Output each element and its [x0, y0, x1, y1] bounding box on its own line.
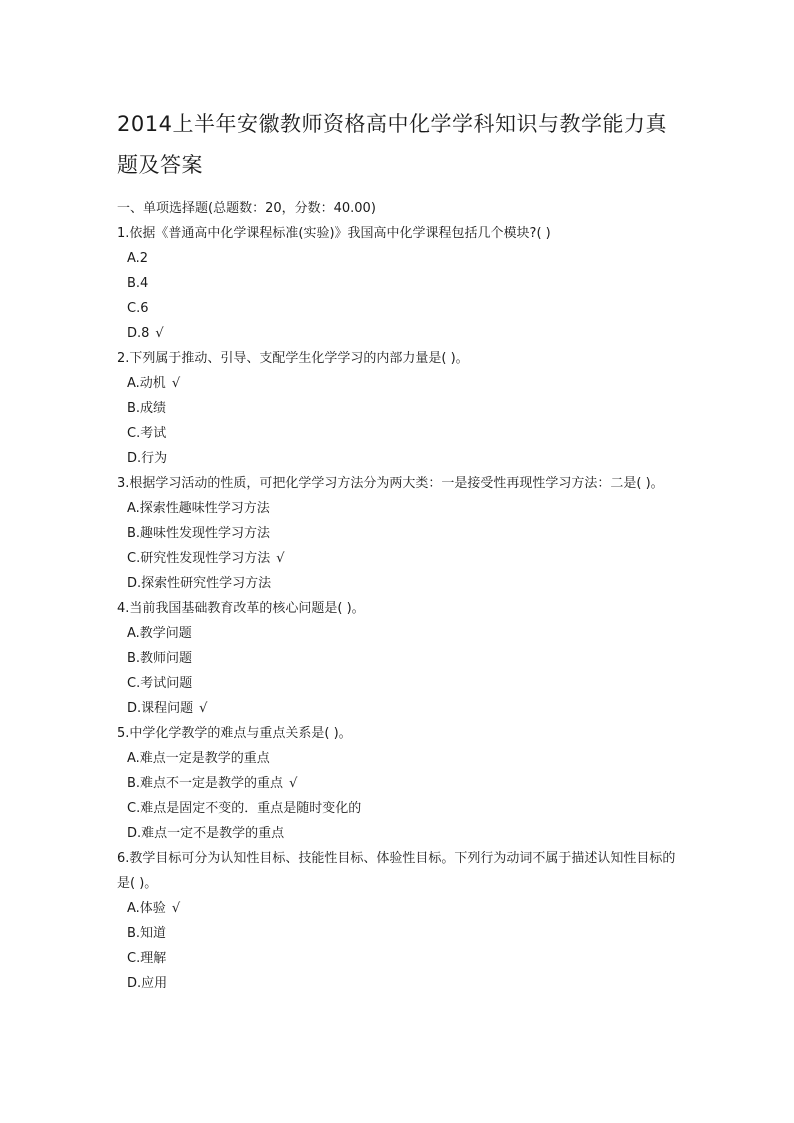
- answer-option: [117, 271, 677, 296]
- question-stem: 6.教学目标可分为认知性目标、技能性目标、体验性目标。下列行为动词不属于描述认知性目标的是( )。: [117, 851, 676, 891]
- answer-option: [117, 671, 677, 696]
- correct-checkmark-icon: √: [276, 551, 285, 566]
- correct-checkmark-icon: √: [289, 776, 298, 791]
- answer-option: [117, 321, 677, 346]
- option-label: C.研究性发现性学习方法: [127, 551, 271, 566]
- option-label: A.动机: [127, 376, 166, 391]
- option-label: D.课程问题: [127, 701, 194, 716]
- answer-option: [117, 621, 677, 646]
- answer-option: [117, 546, 677, 571]
- option-label: A.体验: [127, 901, 166, 916]
- question-stem: 4.当前我国基础教育改革的核心问题是( )。: [117, 601, 365, 616]
- correct-checkmark-icon: √: [155, 326, 164, 341]
- option-label: C.难点是固定不变的．重点是随时变化的: [127, 801, 362, 816]
- answer-option: [117, 371, 677, 396]
- correct-checkmark-icon: √: [171, 901, 181, 916]
- answer-option: [117, 746, 677, 771]
- option-label: D.行为: [127, 451, 168, 466]
- answer-option: [117, 446, 677, 471]
- correct-checkmark-icon: √: [199, 701, 208, 716]
- answer-option: [117, 821, 677, 846]
- question-stem: 1.依据《普通高中化学课程标准(实验)》我国高中化学课程包括几个模块?( ): [117, 226, 551, 241]
- option-label: A.教学问题: [127, 626, 192, 641]
- answer-option: [117, 771, 677, 796]
- question-list: [117, 221, 677, 996]
- option-label: A.2: [127, 251, 149, 266]
- option-label: D.应用: [127, 976, 168, 991]
- answer-option: [117, 521, 677, 546]
- option-label: B.知道: [127, 926, 167, 941]
- question-stem: 2.下列属于推动、引导、支配学生化学学习的内部力量是( )。: [117, 351, 469, 366]
- option-label: B.难点不一定是教学的重点: [127, 776, 284, 791]
- answer-option: [117, 646, 677, 671]
- option-label: A.探索性趣味性学习方法: [127, 501, 270, 516]
- answer-option: [117, 246, 677, 271]
- option-label: D.8: [127, 326, 150, 341]
- option-label: B.4: [127, 276, 149, 291]
- option-label: D.难点一定不是教学的重点: [127, 826, 285, 841]
- option-label: A.难点一定是教学的重点: [127, 751, 270, 766]
- answer-option: [117, 296, 677, 321]
- answer-option: [117, 396, 677, 421]
- question-stem: 3.根据学习活动的性质，可把化学学习方法分为两大类：一是接受性再现性学习方法：二是( )。: [117, 476, 664, 491]
- answer-option: [117, 571, 677, 596]
- option-label: C.考试: [127, 426, 167, 441]
- option-label: C.6: [127, 301, 149, 316]
- answer-option: [117, 946, 677, 971]
- option-label: C.考试问题: [127, 676, 193, 691]
- option-label: B.成绩: [127, 401, 167, 416]
- answer-option: [117, 421, 677, 446]
- answer-option: [117, 796, 677, 821]
- option-label: C.理解: [127, 951, 167, 966]
- document-page: [117, 104, 677, 996]
- option-label: B.趣味性发现性学习方法: [127, 526, 271, 541]
- answer-option: [117, 696, 677, 721]
- answer-option: [117, 971, 677, 996]
- correct-checkmark-icon: √: [171, 376, 181, 391]
- document-title: 2014上半年安徽教师资格高中化学学科知识与教学能力真题及答案: [117, 112, 667, 177]
- section-header: 一、单项选择题(总题数：20，分数：40.00): [117, 201, 376, 216]
- answer-option: [117, 896, 677, 921]
- answer-option: [117, 496, 677, 521]
- option-label: D.探索性研究性学习方法: [127, 576, 272, 591]
- question-stem: 5.中学化学教学的难点与重点关系是( )。: [117, 726, 352, 741]
- option-label: B.教师问题: [127, 651, 193, 666]
- answer-option: [117, 921, 677, 946]
